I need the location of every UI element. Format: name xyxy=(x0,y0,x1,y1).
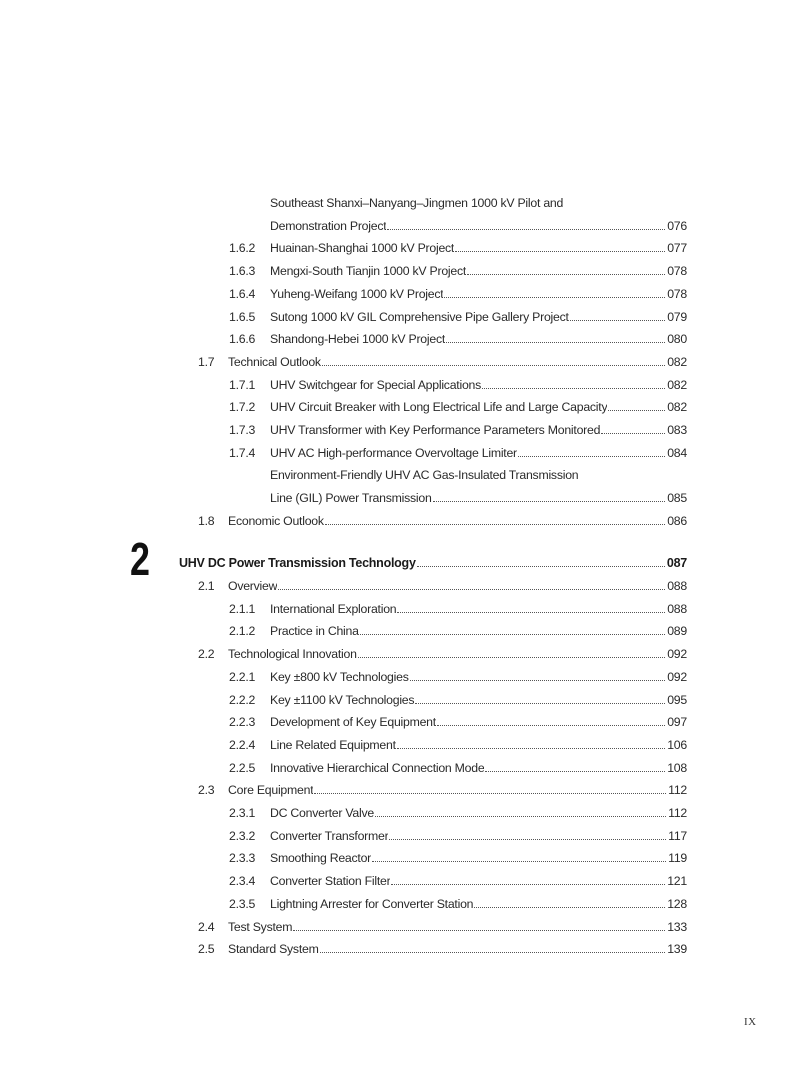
entry-page: 078 xyxy=(667,264,687,279)
entry-number: 1.7.1 xyxy=(229,377,256,392)
leader-dots xyxy=(322,365,665,366)
entry-number: 1.6.6 xyxy=(229,332,256,347)
entry-page: 121 xyxy=(667,874,687,889)
leader-dots xyxy=(455,251,665,252)
entry-title: Key ±800 kV Technologies xyxy=(270,669,409,684)
entry-page: 085 xyxy=(667,491,687,506)
entry-page: 084 xyxy=(667,445,687,460)
entry-title: DC Converter Valve xyxy=(270,806,374,820)
toc-entry-continuation[interactable] xyxy=(229,486,687,506)
entry-title: Overview xyxy=(228,579,278,593)
entry-title: Lightning Arrester for Converter Station xyxy=(270,896,474,911)
toc-entry[interactable] xyxy=(229,373,687,393)
entry-title: Converter Transformer xyxy=(270,828,389,843)
entry-page: 080 xyxy=(667,332,687,347)
entry-number: 1.7.3 xyxy=(229,423,256,437)
leader-dots xyxy=(372,861,666,862)
toc-entry-continuation[interactable] xyxy=(229,463,687,483)
entry-title: Sutong 1000 kV GIL Comprehensive Pipe Gallery Project xyxy=(270,309,569,324)
entry-title: Line Related Equipment xyxy=(270,737,396,752)
entry-title: Yuheng-Weifang 1000 kV Project xyxy=(270,286,444,301)
leader-dots xyxy=(570,320,666,321)
entry-number: 2.1.2 xyxy=(229,624,256,639)
leader-dots xyxy=(278,589,665,590)
toc-entry[interactable] xyxy=(229,824,687,844)
toc-entry[interactable] xyxy=(229,327,687,347)
entry-title: Practice in China xyxy=(270,624,359,639)
entry-number: 2.1.1 xyxy=(229,601,256,616)
entry-title: Technological Innovation xyxy=(228,647,357,662)
entry-page: 112 xyxy=(668,806,687,820)
leader-dots xyxy=(482,388,665,389)
entry-page: 079 xyxy=(667,309,687,324)
entry-number: 1.6.3 xyxy=(229,264,256,279)
leader-dots xyxy=(485,771,665,772)
entry-title: Core Equipment xyxy=(228,783,314,798)
leader-dots xyxy=(320,952,666,953)
entry-title: Shandong-Hebei 1000 kV Project xyxy=(270,332,446,347)
toc-entry[interactable] xyxy=(198,778,687,798)
leader-dots xyxy=(518,456,665,457)
entry-title: Converter Station Filter xyxy=(270,874,391,889)
toc-entry[interactable] xyxy=(229,665,687,685)
leader-dots xyxy=(474,907,665,908)
entry-number: 1.7 xyxy=(198,354,215,369)
toc-entry-continuation[interactable] xyxy=(229,214,687,234)
chapter-heading[interactable] xyxy=(179,551,687,571)
entry-page: 092 xyxy=(667,647,687,662)
toc-entry[interactable] xyxy=(198,915,687,935)
entry-page: 108 xyxy=(667,760,687,775)
chapter-number: 2 xyxy=(130,533,150,585)
toc-entry[interactable] xyxy=(229,756,687,776)
entry-page: 078 xyxy=(667,286,687,301)
entry-title: Demonstration Project xyxy=(270,218,387,233)
entry-page: 112 xyxy=(668,783,687,798)
leader-dots xyxy=(293,930,665,931)
entry-page: 082 xyxy=(667,354,687,369)
entry-page: 133 xyxy=(667,919,687,934)
entry-title: Key ±1100 kV Technologies xyxy=(270,692,415,707)
entry-title: UHV Switchgear for Special Applications xyxy=(270,377,482,392)
entry-page: 106 xyxy=(667,737,687,752)
toc-entry[interactable] xyxy=(229,236,687,256)
entry-page: 128 xyxy=(667,896,687,911)
entry-title: Southeast Shanxi–Nanyang–Jingmen 1000 kV Pilot and xyxy=(270,196,564,210)
entry-number: 2.2.4 xyxy=(229,737,256,752)
entry-title: Mengxi-South Tianjin 1000 kV Project xyxy=(270,264,467,279)
toc-entry[interactable] xyxy=(229,441,687,461)
entry-number: 2.3.2 xyxy=(229,828,256,843)
toc-entry[interactable] xyxy=(229,869,687,889)
entry-title: UHV AC High-performance Overvoltage Limiter xyxy=(270,445,517,460)
entry-title: Smoothing Reactor xyxy=(270,851,372,866)
leader-dots xyxy=(415,703,665,704)
entry-number: 1.6.2 xyxy=(229,241,256,256)
entry-page: 076 xyxy=(667,218,687,233)
toc-entry[interactable] xyxy=(229,282,687,302)
entry-number: 2.2 xyxy=(198,647,215,662)
toc-entry[interactable] xyxy=(229,259,687,279)
leader-dots xyxy=(397,748,665,749)
entry-title: Huainan-Shanghai 1000 kV Project xyxy=(270,241,455,256)
entry-title: Standard System xyxy=(228,942,319,957)
entry-number: 2.2.3 xyxy=(229,715,256,730)
entry-title: Technical Outlook xyxy=(228,354,321,369)
entry-number: 1.6.4 xyxy=(229,286,256,301)
leader-dots xyxy=(601,433,665,434)
toc-entry[interactable] xyxy=(229,688,687,708)
leader-dots xyxy=(608,410,665,411)
toc-entry[interactable] xyxy=(229,801,687,821)
entry-page: 077 xyxy=(667,241,687,256)
entry-number: 1.6.5 xyxy=(229,309,256,324)
entry-page: 083 xyxy=(667,423,687,437)
toc-entry[interactable] xyxy=(198,509,687,529)
entry-title: UHV Transformer with Key Performance Parameters Monitored xyxy=(270,423,601,437)
entry-title: Test System xyxy=(228,919,293,934)
toc-entry[interactable] xyxy=(198,574,687,594)
entry-title: Line (GIL) Power Transmission xyxy=(270,491,432,506)
entry-page: 088 xyxy=(667,601,687,616)
toc-entry[interactable] xyxy=(198,642,687,662)
entry-number: 2.4 xyxy=(198,919,215,934)
toc-entry[interactable] xyxy=(229,733,687,753)
leader-dots xyxy=(387,229,665,230)
toc-entry[interactable] xyxy=(229,619,687,639)
entry-number: 2.3 xyxy=(198,783,215,798)
entry-title: Economic Outlook xyxy=(228,513,324,528)
leader-dots xyxy=(360,634,666,635)
entry-title: Innovative Hierarchical Connection Mode xyxy=(270,760,485,775)
entry-number: 1.7.2 xyxy=(229,400,256,415)
leader-dots xyxy=(444,297,665,298)
toc-entry[interactable] xyxy=(229,710,687,730)
leader-dots xyxy=(433,501,666,502)
toc-entry[interactable] xyxy=(198,350,687,370)
entry-title: Development of Key Equipment xyxy=(270,715,436,730)
leader-dots xyxy=(375,816,666,817)
entry-title: UHV Circuit Breaker with Long Electrical Life and Large Capacity xyxy=(270,400,608,415)
toc-entry[interactable] xyxy=(229,305,687,325)
entry-number: 2.2.1 xyxy=(229,669,256,684)
toc-entry[interactable] xyxy=(229,597,687,617)
entry-number: 2.5 xyxy=(198,942,215,957)
entry-number: 1.7.4 xyxy=(229,445,256,460)
leader-dots xyxy=(417,566,665,567)
toc-entry[interactable] xyxy=(198,937,687,957)
entry-page: 088 xyxy=(667,579,687,593)
leader-dots xyxy=(437,725,665,726)
entry-page: 082 xyxy=(667,400,687,415)
leader-dots xyxy=(397,612,665,613)
entry-page: 097 xyxy=(667,715,687,730)
leader-dots xyxy=(358,657,666,658)
leader-dots xyxy=(410,680,666,681)
entry-page: 119 xyxy=(668,851,687,866)
entry-page: 086 xyxy=(667,513,687,528)
page-folio: IX xyxy=(744,1016,757,1028)
toc-entry[interactable] xyxy=(229,395,687,415)
entry-page: 139 xyxy=(667,942,687,957)
entry-number: 2.1 xyxy=(198,579,215,593)
leader-dots xyxy=(389,839,666,840)
chapter-page: 087 xyxy=(666,556,687,570)
toc-entry[interactable] xyxy=(229,846,687,866)
entry-page: 089 xyxy=(667,624,687,639)
entry-number: 2.3.3 xyxy=(229,851,256,866)
entry-number: 2.3.4 xyxy=(229,874,256,889)
entry-number: 2.3.1 xyxy=(229,806,256,820)
toc-entry-continuation[interactable] xyxy=(229,191,687,211)
leader-dots xyxy=(446,342,665,343)
entry-title: International Exploration xyxy=(270,601,397,616)
leader-dots xyxy=(391,884,665,885)
leader-dots xyxy=(467,274,665,275)
chapter-title: UHV DC Power Transmission Technology xyxy=(179,556,416,570)
entry-number: 2.3.5 xyxy=(229,896,256,911)
toc-entry[interactable] xyxy=(229,892,687,912)
toc-entry[interactable] xyxy=(229,418,687,438)
entry-title: Environment-Friendly UHV AC Gas-Insulated Transmission xyxy=(270,468,579,483)
leader-dots xyxy=(325,524,665,525)
leader-dots xyxy=(314,793,666,794)
entry-page: 082 xyxy=(667,377,687,392)
entry-page: 095 xyxy=(667,692,687,707)
entry-number: 1.8 xyxy=(198,513,215,528)
entry-page: 092 xyxy=(667,669,687,684)
entry-number: 2.2.5 xyxy=(229,760,256,775)
entry-page: 117 xyxy=(668,828,687,843)
entry-number: 2.2.2 xyxy=(229,692,256,707)
